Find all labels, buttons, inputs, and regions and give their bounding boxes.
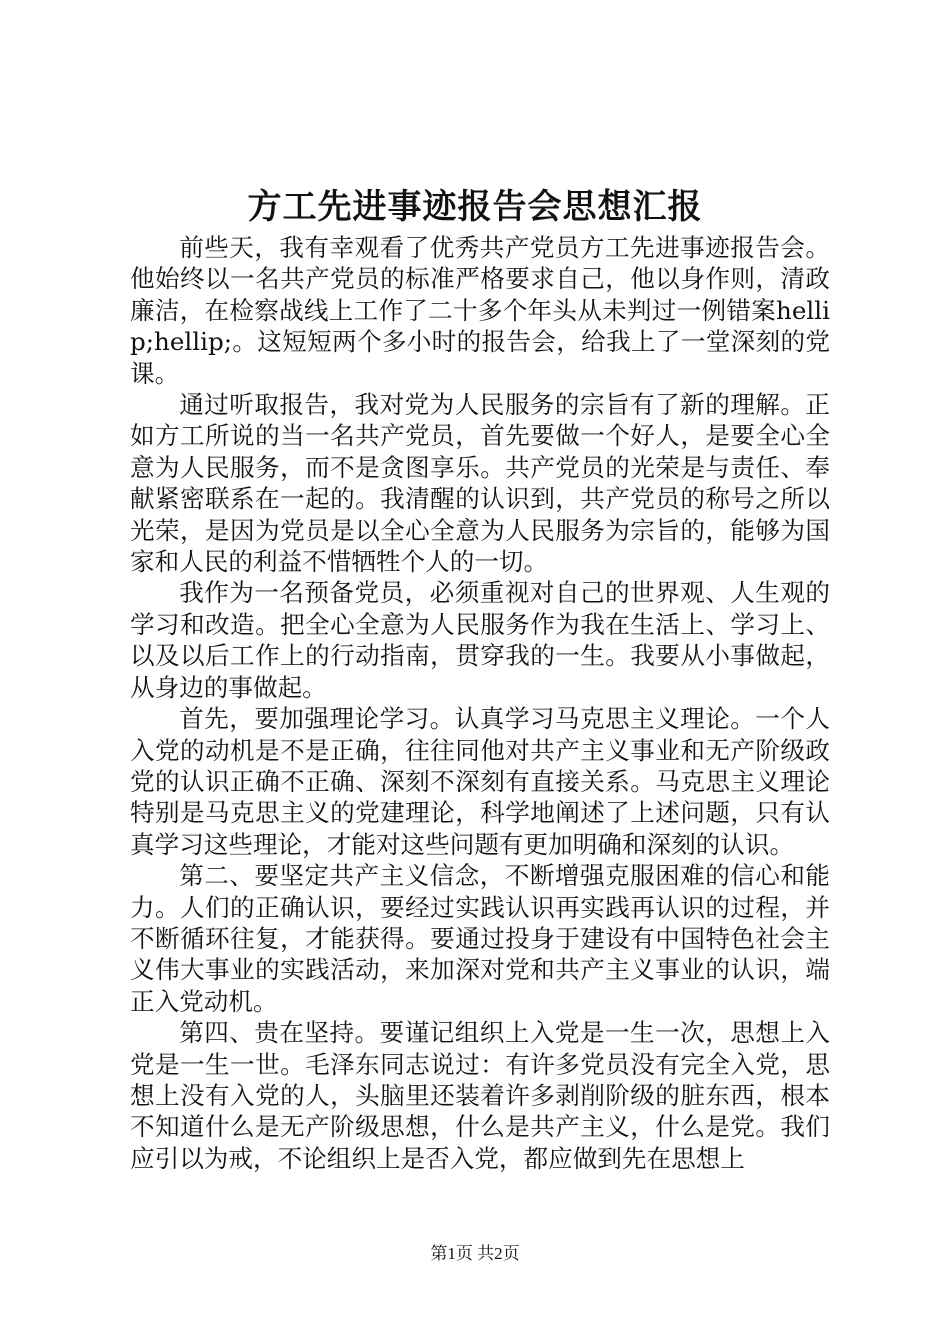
paragraph: 通过听取报告，我对党为人民服务的宗旨有了新的理解。正如方工所说的当一名共产党员，首先要做一个好人，是要全心全意为人民服务，而不是贪图享乐。共产党员的光荣是与责任、奉献紧密联系在一起的。我清醒的认识到，共产党员的称号之所以光荣，是因为党员是以全心全意为人民服务为宗旨的，能够为国家和人民的利益不惜牺牲个人的一切。 xyxy=(130,390,830,577)
paragraph: 我作为一名预备党员，必须重视对自己的世界观、人生观的学习和改造。把全心全意为人民服务作为我在生活上、学习上、以及以后工作上的行动指南，贯穿我的一生。我要从小事做起，从身边的事做起。 xyxy=(130,578,830,702)
paragraph: 第二、要坚定共产主义信念，不断增强克服困难的信心和能力。人们的正确认识，要经过实践认识再实践再认识的过程，并不断循环往复，才能获得。要通过投身于建设有中国特色社会主义伟大事业的实践活动，来加深对党和共产主义事业的认识，端正入党动机。 xyxy=(130,861,830,1016)
page-number-footer: 第1页 共2页 xyxy=(430,1244,520,1263)
paragraph: 第四、贵在坚持。要谨记组织上入党是一生一次，思想上入党是一生一世。毛泽东同志说过：有许多党员没有完全入党，思想上没有入党的人，头脑里还装着许多剥削阶级的脏东西，根本不知道什么是无产阶级思想，什么是共产主义，什么是党。我们应引以为戒，不论组织上是否入党，都应做到先在思想上 xyxy=(130,1018,830,1173)
document-title: 方工先进事迹报告会思想汇报 xyxy=(247,187,703,227)
document-body xyxy=(130,232,830,1174)
paragraph: 首先，要加强理论学习。认真学习马克思主义理论。一个人入党的动机是不是正确，往往同他对共产主义事业和无产阶级政党的认识正确不正确、深刻不深刻有直接关系。马克思主义理论特别是马克思主义的党建理论，科学地阐述了上述问题，只有认真学习这些理论，才能对这些问题有更加明确和深刻的认识。 xyxy=(130,704,830,859)
paragraph: 前些天，我有幸观看了优秀共产党员方工先进事迹报告会。他始终以一名共产党员的标准严格要求自己，他以身作则，清政廉洁，在检察战线上工作了二十多个年头从未判过一例错案hellip;hellip;。这短短两个多小时的报告会，给我上了一堂深刻的党课。 xyxy=(130,233,830,388)
